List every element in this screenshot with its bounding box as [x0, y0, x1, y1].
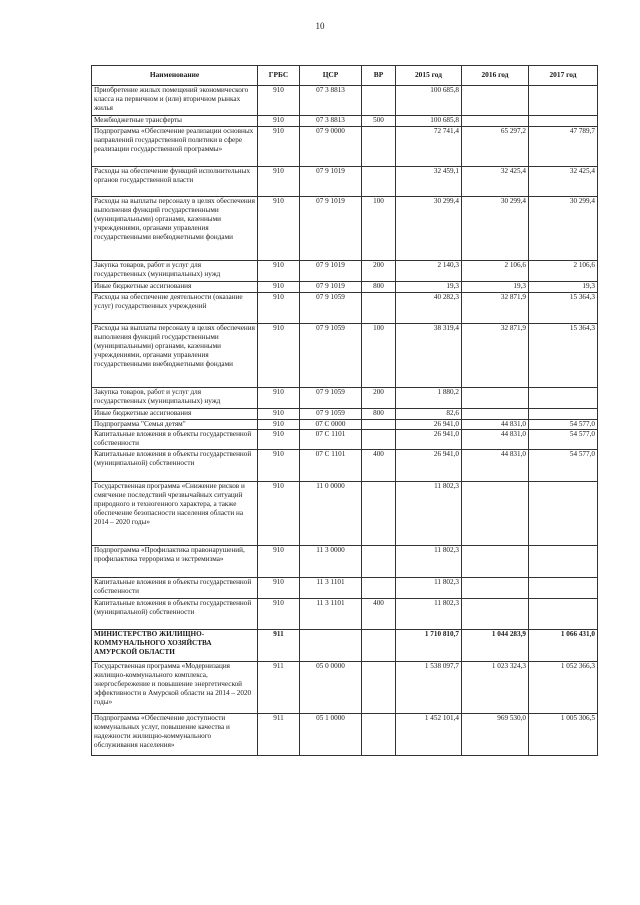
row-name: Расходы на обеспечение деятельности (оказание услуг) государственных учреждений — [92, 293, 258, 324]
row-name: Государственная программа «Модернизация жилищно-коммунального комплекса, энергосбережение и повышение энергетической эффективности в Амурской области на 2014 – 2020 годы» — [92, 662, 258, 714]
table-row — [92, 388, 598, 409]
row-2015: 11 802,3 — [396, 599, 462, 630]
row-2017 — [529, 482, 598, 546]
row-csr: 07 3 8813 — [300, 116, 362, 127]
row-name: Подпрограмма "Семья детям" — [92, 420, 258, 430]
row-vr — [362, 293, 396, 324]
row-2016 — [462, 482, 529, 546]
row-csr: 07 9 1059 — [300, 409, 362, 420]
row-2015: 38 319,4 — [396, 324, 462, 388]
row-2016 — [462, 546, 529, 578]
row-grbs: 910 — [258, 546, 300, 578]
row-vr — [362, 662, 396, 714]
row-2015: 30 299,4 — [396, 197, 462, 261]
row-vr — [362, 482, 396, 546]
row-vr: 800 — [362, 282, 396, 293]
row-vr: 100 — [362, 324, 396, 388]
row-vr: 200 — [362, 388, 396, 409]
row-vr — [362, 630, 396, 662]
row-name: Приобретение жилых помещений экономического класса на первичном и (или) вторичном рынках жилья — [92, 86, 258, 116]
row-name: Подпрограмма «Профилактика правонарушений, профилактика терроризма и экстремизма» — [92, 546, 258, 578]
row-csr: 05 1 0000 — [300, 714, 362, 756]
row-csr: 07 9 0000 — [300, 127, 362, 167]
table-row — [92, 261, 598, 282]
row-csr: 11 3 0000 — [300, 546, 362, 578]
row-grbs: 910 — [258, 86, 300, 116]
row-2015: 11 802,3 — [396, 482, 462, 546]
table-row — [92, 197, 598, 261]
row-2015: 100 685,8 — [396, 116, 462, 127]
row-2017: 47 789,7 — [529, 127, 598, 167]
table-row — [92, 662, 598, 714]
row-vr: 200 — [362, 261, 396, 282]
table-row — [92, 420, 598, 430]
row-grbs: 910 — [258, 388, 300, 409]
table-body — [92, 86, 598, 756]
row-2015: 40 282,3 — [396, 293, 462, 324]
row-2015: 11 802,3 — [396, 578, 462, 599]
header-row — [92, 66, 598, 86]
row-2017 — [529, 578, 598, 599]
row-csr: 11 0 0000 — [300, 482, 362, 546]
row-2016 — [462, 116, 529, 127]
row-vr — [362, 546, 396, 578]
page-number: 10 — [315, 21, 325, 31]
row-2015: 11 802,3 — [396, 546, 462, 578]
row-vr: 800 — [362, 409, 396, 420]
table-row — [92, 116, 598, 127]
row-2017: 19,3 — [529, 282, 598, 293]
row-grbs: 910 — [258, 324, 300, 388]
row-name: Капитальные вложения в объекты государственной (муниципальной) собственности — [92, 450, 258, 482]
row-vr — [362, 578, 396, 599]
col-header-grbs: ГРБС — [258, 66, 300, 86]
row-csr: 07 9 1059 — [300, 388, 362, 409]
row-name: Капитальные вложения в объекты государственной (муниципальной) собственности — [92, 599, 258, 630]
row-csr — [300, 630, 362, 662]
row-csr: 07 9 1019 — [300, 167, 362, 197]
row-2015: 26 941,0 — [396, 420, 462, 430]
row-2017: 54 577,0 — [529, 450, 598, 482]
row-grbs: 910 — [258, 420, 300, 430]
row-csr: 07 9 1019 — [300, 197, 362, 261]
row-grbs: 911 — [258, 630, 300, 662]
row-csr: 07 9 1059 — [300, 293, 362, 324]
row-2016: 969 530,0 — [462, 714, 529, 756]
row-name: Капитальные вложения в объекты государственной собственности — [92, 578, 258, 599]
row-vr — [362, 86, 396, 116]
row-2017 — [529, 388, 598, 409]
table-row — [92, 482, 598, 546]
row-csr: 07 3 8813 — [300, 86, 362, 116]
row-2017: 32 425,4 — [529, 167, 598, 197]
col-header-name: Наименование — [92, 66, 258, 86]
row-name: Межбюджетные трансферты — [92, 116, 258, 127]
row-2016: 1 044 283,9 — [462, 630, 529, 662]
row-2015: 1 452 101,4 — [396, 714, 462, 756]
row-grbs: 910 — [258, 197, 300, 261]
row-2017 — [529, 409, 598, 420]
row-grbs: 910 — [258, 282, 300, 293]
row-2016: 32 871,9 — [462, 324, 529, 388]
row-grbs: 910 — [258, 409, 300, 420]
row-2016: 2 106,6 — [462, 261, 529, 282]
row-2016 — [462, 409, 529, 420]
row-2017: 54 577,0 — [529, 430, 598, 450]
row-2017: 15 364,3 — [529, 293, 598, 324]
row-2017: 15 364,3 — [529, 324, 598, 388]
row-grbs: 910 — [258, 578, 300, 599]
row-vr: 400 — [362, 599, 396, 630]
table-row — [92, 546, 598, 578]
row-2016: 65 297,2 — [462, 127, 529, 167]
row-2017 — [529, 86, 598, 116]
row-2015: 32 459,1 — [396, 167, 462, 197]
row-grbs: 910 — [258, 482, 300, 546]
row-2015: 2 140,3 — [396, 261, 462, 282]
row-2015: 1 880,2 — [396, 388, 462, 409]
row-2015: 19,3 — [396, 282, 462, 293]
row-2017: 2 106,6 — [529, 261, 598, 282]
row-2017: 1 005 306,5 — [529, 714, 598, 756]
row-2017 — [529, 116, 598, 127]
row-name: Иные бюджетные ассигнования — [92, 409, 258, 420]
col-header-csr: ЦСР — [300, 66, 362, 86]
row-name: Расходы на обеспечение функций исполнительных органов государственной власти — [92, 167, 258, 197]
row-name: Государственная программа «Снижение рисков и смягчение последствий чрезвычайных ситуаций природного и техногенного характера, а также обеспечение безопасности населения области на 2014 – 2020 годы» — [92, 482, 258, 546]
row-name: Подпрограмма «Обеспечение реализации основных направлений государственной политики в сфере реализации государственной программы» — [92, 127, 258, 167]
row-name: МИНИСТЕРСТВО ЖИЛИЩНО-КОММУНАЛЬНОГО ХОЗЯЙСТВА АМУРСКОЙ ОБЛАСТИ — [92, 630, 258, 662]
row-grbs: 910 — [258, 127, 300, 167]
table-row — [92, 167, 598, 197]
row-name: Закупка товаров, работ и услуг для государственных (муниципальных) нужд — [92, 388, 258, 409]
table-row — [92, 282, 598, 293]
row-2015: 72 741,4 — [396, 127, 462, 167]
row-2015: 26 941,0 — [396, 450, 462, 482]
row-vr — [362, 127, 396, 167]
row-grbs: 910 — [258, 450, 300, 482]
row-csr: 11 3 1101 — [300, 578, 362, 599]
row-2017: 54 577,0 — [529, 420, 598, 430]
row-vr: 400 — [362, 450, 396, 482]
col-header-2017: 2017 год — [529, 66, 598, 86]
row-vr: 100 — [362, 197, 396, 261]
row-name: Расходы на выплаты персоналу в целях обеспечения выполнения функций государственными (муниципальными) органами, казенными учреждениями, органами управления государственными внебюджетными фондами — [92, 324, 258, 388]
table-row — [92, 293, 598, 324]
table-row — [92, 714, 598, 756]
table-row — [92, 127, 598, 167]
row-2017: 30 299,4 — [529, 197, 598, 261]
row-csr: 07 С 1101 — [300, 430, 362, 450]
row-csr: 07 С 1101 — [300, 450, 362, 482]
table-row — [92, 324, 598, 388]
row-vr — [362, 420, 396, 430]
row-2016: 32 425,4 — [462, 167, 529, 197]
row-2017: 1 052 366,3 — [529, 662, 598, 714]
row-grbs: 910 — [258, 430, 300, 450]
table-row — [92, 578, 598, 599]
row-2017 — [529, 599, 598, 630]
row-2016: 19,3 — [462, 282, 529, 293]
table-row — [92, 450, 598, 482]
row-grbs: 911 — [258, 662, 300, 714]
col-header-2015: 2015 год — [396, 66, 462, 86]
col-header-vr: ВР — [362, 66, 396, 86]
row-2015: 1 538 097,7 — [396, 662, 462, 714]
row-csr: 07 9 1019 — [300, 261, 362, 282]
table-row — [92, 599, 598, 630]
row-2015: 82,6 — [396, 409, 462, 420]
row-grbs: 910 — [258, 116, 300, 127]
row-2015: 1 710 810,7 — [396, 630, 462, 662]
row-2016 — [462, 86, 529, 116]
row-2015: 26 941,0 — [396, 430, 462, 450]
row-grbs: 911 — [258, 714, 300, 756]
row-name: Расходы на выплаты персоналу в целях обеспечения выполнения функций государственными (муниципальными) органами, казенными учреждениями, органами управления государственными внебюджетными фондами — [92, 197, 258, 261]
row-grbs: 910 — [258, 293, 300, 324]
row-csr: 07 9 1019 — [300, 282, 362, 293]
row-vr — [362, 430, 396, 450]
row-csr: 07 С 0000 — [300, 420, 362, 430]
row-name: Капитальные вложения в объекты государственной собственности — [92, 430, 258, 450]
row-2016: 30 299,4 — [462, 197, 529, 261]
row-2016 — [462, 599, 529, 630]
row-2016 — [462, 578, 529, 599]
row-csr: 11 3 1101 — [300, 599, 362, 630]
table-row — [92, 86, 598, 116]
row-vr: 500 — [362, 116, 396, 127]
table-row — [92, 430, 598, 450]
row-2017 — [529, 546, 598, 578]
row-vr — [362, 167, 396, 197]
row-csr: 07 9 1059 — [300, 324, 362, 388]
row-2016: 44 831,0 — [462, 450, 529, 482]
table-row — [92, 630, 598, 662]
row-grbs: 910 — [258, 167, 300, 197]
row-2016 — [462, 388, 529, 409]
row-2016: 32 871,9 — [462, 293, 529, 324]
row-2015: 100 685,8 — [396, 86, 462, 116]
col-header-2016: 2016 год — [462, 66, 529, 86]
row-2016: 44 831,0 — [462, 430, 529, 450]
row-name: Закупка товаров, работ и услуг для государственных (муниципальных) нужд — [92, 261, 258, 282]
row-grbs: 910 — [258, 261, 300, 282]
row-2016: 1 023 324,3 — [462, 662, 529, 714]
row-vr — [362, 714, 396, 756]
row-2017: 1 066 431,0 — [529, 630, 598, 662]
row-name: Иные бюджетные ассигнования — [92, 282, 258, 293]
budget-table — [91, 65, 598, 756]
row-name: Подпрограмма «Обеспечение доступности коммунальных услуг, повышение качества и надежности жилищно-коммунального обслуживания населения» — [92, 714, 258, 756]
row-2016: 44 831,0 — [462, 420, 529, 430]
table-row — [92, 409, 598, 420]
row-csr: 05 0 0000 — [300, 662, 362, 714]
row-grbs: 910 — [258, 599, 300, 630]
